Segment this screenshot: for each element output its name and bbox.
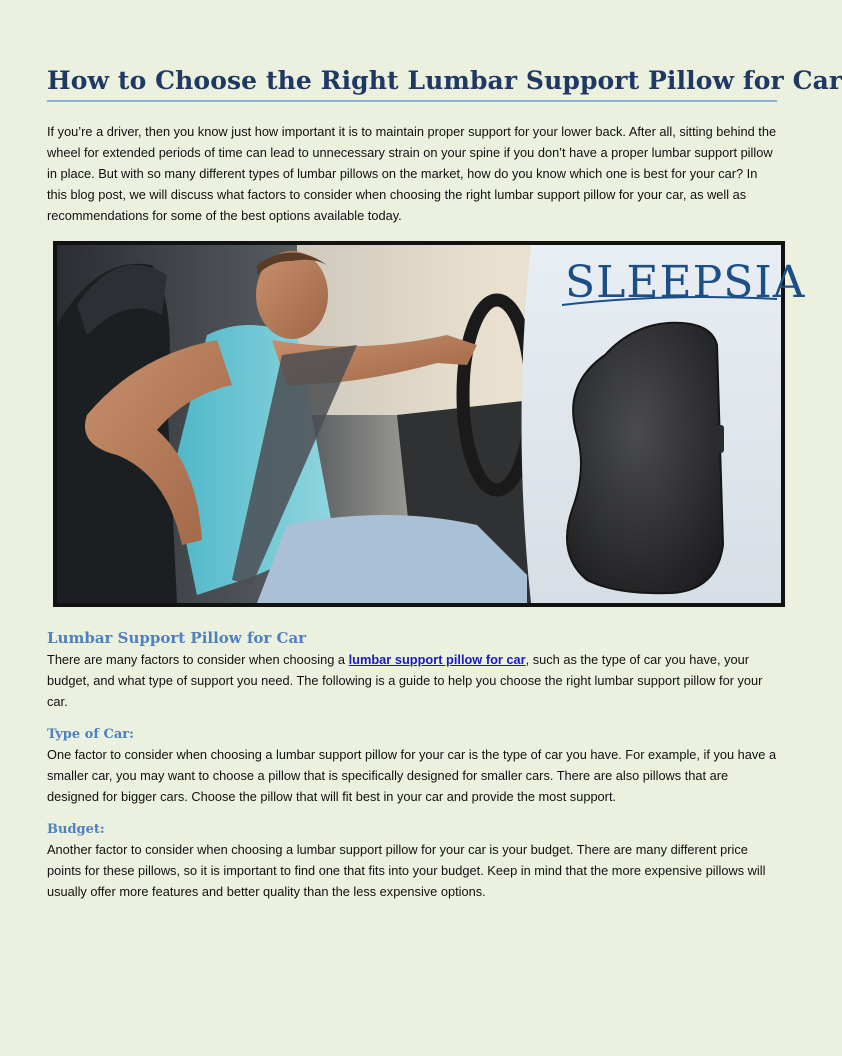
pillow-strap-buckle — [715, 425, 724, 453]
intro-paragraph: If you’re a driver, then you know just how important it is to maintain proper support for your lower back. After all, sitting behind the wheel for extended periods of time can lead to unnecessary strain on your spine if you don’t have a proper lumbar support pillow in place. But with so many different types of lumbar pillows on the market, how do you know which one is best for your car? In this blog post, we will discuss what factors to consider when choosing the right lumbar support pillow for your car, as well as recommendations for some of the best options available today. — [47, 124, 777, 223]
section-heading-budget: Budget: — [47, 822, 105, 837]
section-heading-type-of-car: Type of Car: — [47, 727, 134, 742]
section-paragraph-lumbar-support — [47, 650, 777, 713]
lumbar-support-pillow-link[interactable]: lumbar support pillow for car — [348, 652, 526, 667]
section-paragraph-budget: Another factor to consider when choosing a lumbar support pillow for your car is your budget. There are many different price points for these pillows, so it is important to find one that fits into your budget. Keep in mind that the more expensive pillows will usually offer more features and better quality than the less expensive options. — [47, 842, 766, 899]
hero-illustration — [57, 245, 806, 603]
brand-logo: SLEEPSIA — [565, 257, 806, 308]
hero-image — [53, 241, 806, 607]
title-underline — [47, 100, 777, 102]
paragraph-text-start: There are many factors to consider when choosing a — [47, 652, 349, 667]
paragraph-text-end: , such as the type of car you have, your budget, and what type of support you need. The following is a guide to help you choose the right lumbar support pillow for your car. — [47, 652, 763, 709]
section-paragraph-type-of-car: One factor to consider when choosing a lumbar support pillow for your car is the type of car you have. For example, if you have a smaller car, you may want to choose a pillow that is specifically designed for smaller cars. There are also pillows that are designed for bigger cars. Choose the pillow that will fit best in your car and provide the most support. — [47, 747, 777, 804]
section-heading-lumbar-support: Lumbar Support Pillow for Car — [47, 629, 307, 647]
page-title: How to Choose the Right Lumbar Support Pillow for Car — [47, 66, 842, 95]
